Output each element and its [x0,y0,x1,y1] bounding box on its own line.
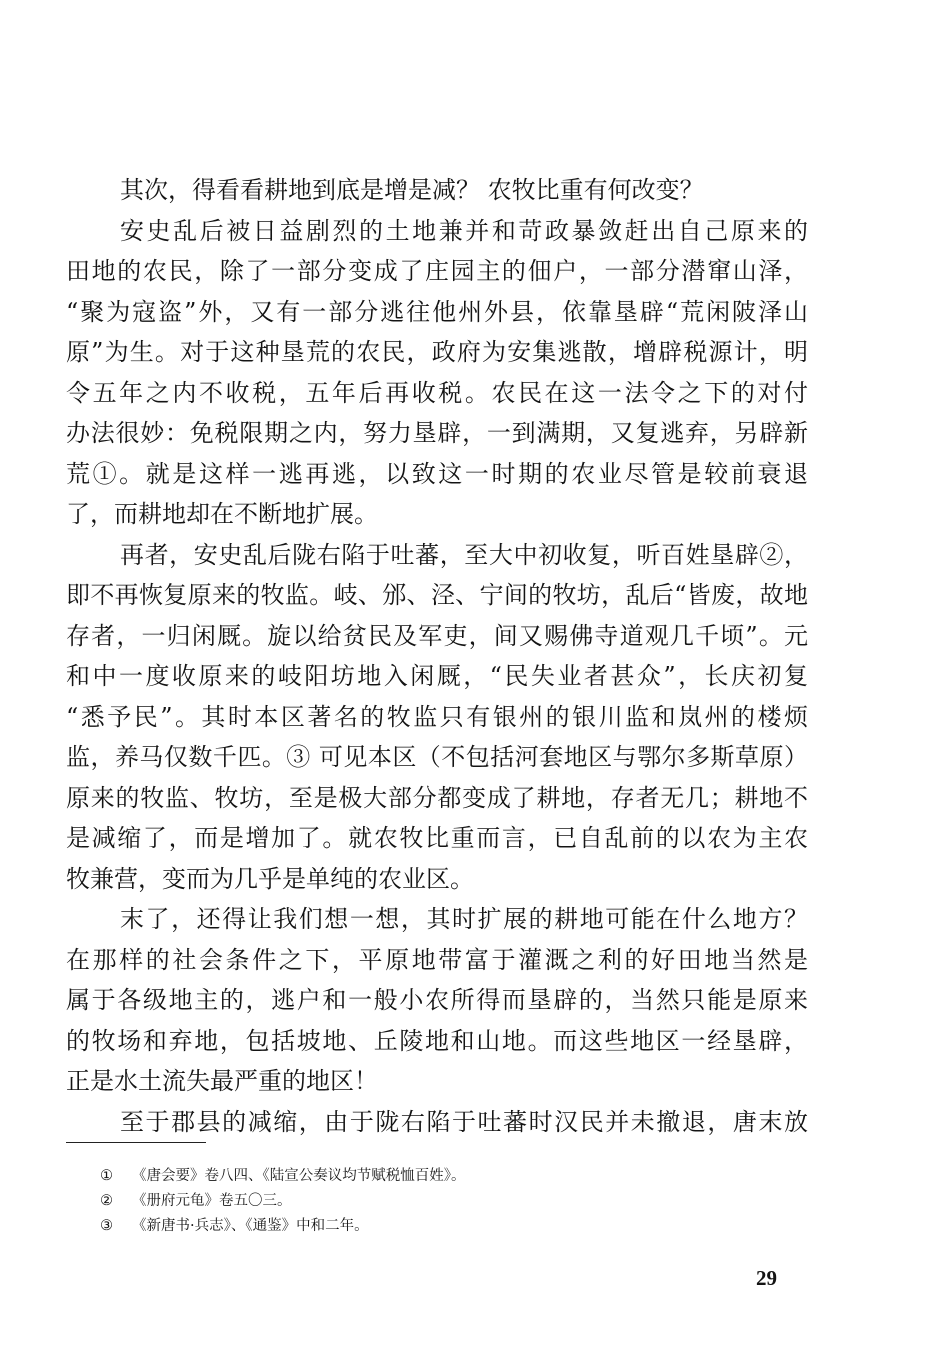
footnote-mark: ③ [100,1218,113,1234]
text-line: 监，养马仅数千匹。③ 可见本区（不包括河套地区与鄂尔多斯草原） [66,743,808,771]
footnote [100,1164,466,1189]
text-line: 即不再恢复原来的牧监。岐、邠、泾、宁间的牧坊，乱后“皆废，故地 [66,581,808,609]
body-text [66,170,808,1142]
text-line: 安史乱后被日益剧烈的土地兼并和苛政暴敛赶出自己原来的 [120,216,808,245]
footnote [100,1189,466,1214]
footnote-text: 《唐会要》卷八四、《陆宣公奏议均节赋税恤百姓》。 [132,1168,466,1184]
text-line: 在那样的社会条件之下，平原地带富于灌溉之利的好田地当然是 [66,945,808,974]
footnotes [100,1164,466,1239]
footnote-mark: ② [100,1193,113,1209]
text-line: 再者，安史乱后陇右陷于吐蕃，至大中初收复，听百姓垦辟②， [120,540,808,569]
page-number: 29 [756,1266,777,1290]
text-line: 存者，一归闲厩。旋以给贫民及军吏，间又赐佛寺道观几千顷”。元 [66,621,808,650]
text-line: 办法很妙：免税限期之内，努力垦辟，一到满期，又复逃弃，另辟新 [66,419,808,447]
text-line: 的牧场和弃地，包括坡地、丘陵地和山地。而这些地区一经垦辟， [66,1026,808,1055]
text-line: 末了，还得让我们想一想，其时扩展的耕地可能在什么地方？ [120,905,808,933]
text-line: 至于郡县的减缩，由于陇右陷于吐蕃时汉民并未撤退，唐末放 [120,1107,808,1136]
text-line: 荒①。就是这样一逃再逃，以致这一时期的农业尽管是较前衰退 [66,459,808,488]
text-line: 正是水土流失最严重的地区！ [66,1067,378,1095]
text-line: “悉予民”。其时本区著名的牧监只有银州的银川监和岚州的楼烦 [66,702,808,731]
text-line: 其次，得看看耕地到底是增是减？ 农牧比重有何改变？ [120,176,704,204]
text-line: 令五年之内不收税，五年后再收税。农民在这一法令之下的对付 [66,378,808,407]
footnote [100,1214,466,1239]
footnote-text: 《新唐书·兵志》、《通鉴》中和二年。 [132,1218,369,1234]
text-line: 田地的农民，除了一部分变成了庄园主的佃户，一部分潜窜山泽， [66,257,808,285]
text-line: 是减缩了，而是增加了。就农牧比重而言，已自乱前的以农为主农 [66,824,808,852]
text-line: 属于各级地主的，逃户和一般小农所得而垦辟的，当然只能是原来 [66,986,808,1014]
text-line: 和中一度收原来的岐阳坊地入闲厩，“民失业者甚众”，长庆初复 [66,662,808,690]
text-line: “聚为寇盗”外，又有一部分逃往他州外县，依靠垦辟“荒闲陂泽山 [66,297,808,326]
footnote-mark: ① [100,1168,113,1184]
text-line: 原来的牧监、牧坊，至是极大部分都变成了耕地，存者无几；耕地不 [66,783,808,812]
footnote-text: 《册府元龟》卷五〇三。 [132,1193,292,1209]
text-line: 了，而耕地却在不断地扩展。 [66,500,378,528]
footnote-divider [66,1142,206,1143]
text-line: 牧兼营，变而为几乎是单纯的农业区。 [66,864,474,893]
text-line: 原”为生。对于这种垦荒的农民，政府为安集逃散，增辟税源计，明 [66,338,808,366]
